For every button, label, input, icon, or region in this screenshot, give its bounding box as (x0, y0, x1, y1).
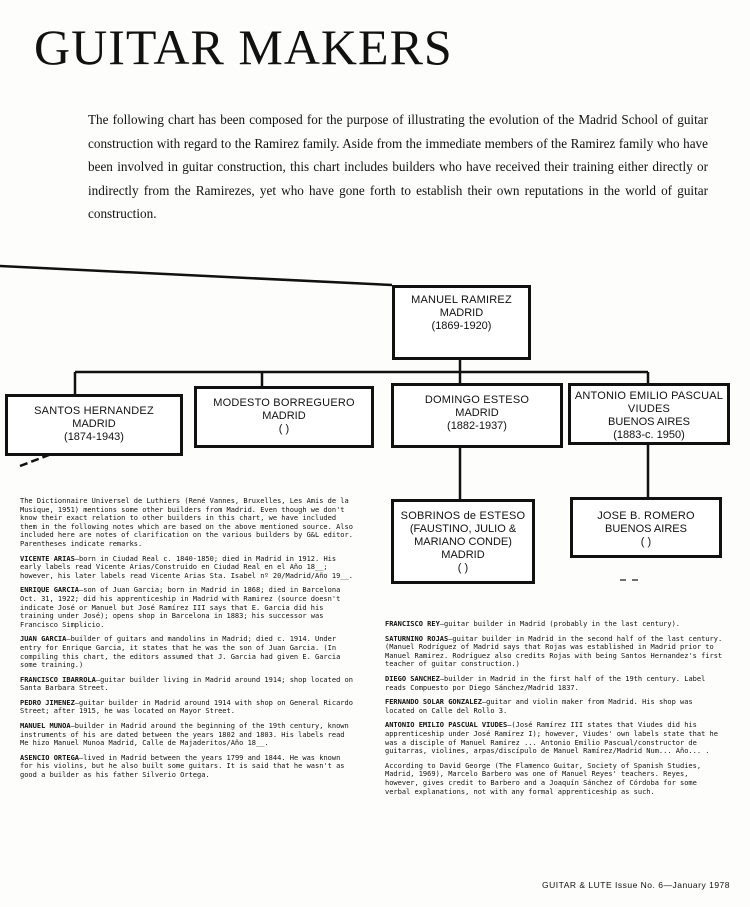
note-heading: JUAN GARCIA (20, 635, 67, 644)
note-heading: ANTONIO EMILIO PASCUAL VIUDES (385, 721, 508, 730)
box-domingo-esteso (391, 383, 563, 448)
note-body: —guitar and violin maker from Madrid. His shop was located on Calle del Rollo 3. (385, 698, 693, 715)
note-asencio-ortega (20, 754, 357, 780)
builder-place: MADRID (441, 549, 485, 561)
note-saturnino-rojas (385, 635, 725, 669)
box-sobrinos-de-esteso (391, 499, 535, 584)
builder-dates: (1874-1943) (64, 431, 124, 443)
note-heading: DIEGO SANCHEZ (385, 674, 440, 683)
note-body: —guitar builder in Madrid in the second half of the last century. (Manuel Rodríguez of Madrid says that Rojas was established in Madrid prior to Manuel Ramirez. Rodríguez also credits Rojas with being Santos Hernandez's first teacher of guitar construction.) (385, 634, 723, 669)
builder-name: MODESTO BORREGUERO (213, 397, 355, 409)
note-body: —guitar builder in Madrid (probably in the last century). (439, 620, 681, 628)
builder-place: MADRID (262, 410, 306, 422)
note-body: —guitar builder in Madrid around 1914 with shop on General Ricardo Street; after 1915, he was located on Mayor Street. (20, 698, 353, 716)
builder-members: (FAUSTINO, JULIO & (409, 523, 517, 535)
notes-right-column (385, 620, 725, 802)
note-francisco-ibarrola (20, 676, 357, 693)
box-santos-hernandez (5, 394, 183, 456)
note-juan-garcia (20, 635, 357, 669)
note-intro: The Dictionnaire Universel de Luthiers (René Vannes, Bruxelles, Les Amis de la Musique, 1951) mentions some other builders from Madrid. Even though we don't know their exact relation to other builders in this chart, we have included them in the following notes which are based on the above mentioned source. Also included here are notes of clarification on the various builders by G&L editor. Parentheses indicate remarks. (20, 497, 353, 548)
builder-name: JOSE B. ROMERO (597, 510, 695, 522)
box-antonio-emilio-pascual-viudes (568, 383, 730, 445)
note-body: —builder in Madrid around the beginning of the 19th century, known instruments of his are dated between the years 1802 and 1803. His labels read Me hizo Manuel Munoa Madrid, Calle de Majaderitos/Año 18__. (20, 722, 349, 748)
builder-dates: (1882-1937) (447, 420, 507, 432)
page-title: GUITAR MAKERS (34, 19, 453, 75)
note-heading: MANUEL MUNOA (20, 722, 71, 731)
note-body: —son of Juan Garcia; born in Madrid in 1868; died in Barcelona Oct. 31, 1922; did his apprenticeship in Madrid with Ramirez (source doesn't indicate José or Manuel but José Ramírez III says that E. Garcia did his training under José); opens shop in Barcelona in 1883; his successor was Francisco Simplicio. (20, 586, 341, 629)
note-heading: FRANCISCO REY (385, 620, 440, 628)
note-diego-sanchez (385, 675, 725, 692)
builder-dates: (1883-c. 1950) (613, 429, 685, 441)
builder-name: DOMINGO ESTESO (424, 394, 530, 406)
builder-name-line2: VIUDES (627, 403, 671, 415)
box-manuel-ramirez (392, 285, 531, 360)
note-heading: ENRIQUE GARCIA (20, 586, 80, 595)
intro-paragraph: The following chart has been composed for the purpose of illustrating the evolution of the Madrid School of guitar construction with regard to the Ramirez family. Aside from the immediate members of the Ramirez family who have been involved in guitar construction, this chart includes builders who have received their training either directly or indirectly from the Ramirezes, yet who have gone forth to establish their own reputations in the world of guitar construction. (88, 112, 708, 221)
builder-name: SANTOS HERNANDEZ (34, 405, 154, 417)
note-david-george: According to David George (The Flamenco Guitar, Society of Spanish Studies, Madrid, 1969), Marcelo Barbero was one of Manuel Reyes' teachers. Reyes, however, gives credit to Barbero and a Joaquín Sánchez of Córdoba for some verbal explanations, not with any formal apprenticeship as such. (385, 761, 702, 796)
builder-name: MANUEL RAMIREZ (411, 294, 512, 306)
notes-left-column (20, 497, 357, 786)
page-footer: GUITAR & LUTE Issue No. 6—January 1978 (542, 880, 730, 890)
note-body: —born in Ciudad Real c. 1840-1850; died in Madrid in 1912. His early labels read Vicente Arias/Construido en Ciudad Real en el Año 18__; however, his later labels read Vicente Arias Sta. Isabel nº 20/Madrid/Año 19__. (20, 554, 353, 580)
builder-place: MADRID (72, 418, 116, 430)
note-pedro-jimenez (20, 699, 357, 716)
builder-place: BUENOS AIRES (605, 523, 687, 535)
note-body: —builder of guitars and mandolins in Madrid; died c. 1914. Under entry for Enrique Garcia, it states that he was the son of Juan Garcia. (In compiling this chart, the editors assumed that J. Garcia had given E. Garcia some training.) (20, 635, 341, 670)
builder-dates: ( ) (640, 536, 652, 548)
note-heading: FRANCISCO IBARROLA (20, 675, 96, 684)
box-jose-b-romero (570, 497, 722, 558)
connector-from-offchart (0, 266, 392, 285)
builder-place: BUENOS AIRES (608, 416, 690, 428)
builder-name: SOBRINOS de ESTESO (400, 510, 526, 522)
note-enrique-garcia (20, 586, 357, 629)
builder-dates: (1869-1920) (431, 320, 492, 332)
note-vicente-arias (20, 555, 357, 581)
note-heading: ASENCIO ORTEGA (20, 753, 80, 762)
note-body: —(José Ramírez III states that Viudes did his apprenticeship under José Ramírez I); however, Viudes' own labels state that he was a disciple of Manuel Ramírez ... Antonio Emilio Pascual/constructor de guitarras, violines, arpas/discípulo de Manuel Ramírez/Madrid Num... Año... . (385, 721, 718, 756)
note-heading: FERNANDO SOLAR GONZALEZ (385, 698, 482, 707)
builder-members-line2: MARIANO CONDE) (414, 536, 512, 548)
note-body: —guitar builder living in Madrid around 1914; shop located on Santa Barbara Street. (20, 675, 353, 693)
note-body: —lived in Madrid between the years 1799 and 1844. He was known for his violins, but he also built some guitars. It is said that he wasn't as good a builder as his father Silverio Ortega. (20, 753, 345, 780)
builder-place: MADRID (455, 407, 499, 419)
note-heading: PEDRO JIMENEZ (20, 698, 75, 707)
note-francisco-rey (385, 620, 725, 629)
note-fernando-solar-gonzalez (385, 698, 725, 715)
note-antonio-emilio-pascual-viudes (385, 721, 725, 755)
builder-place: MADRID (439, 307, 484, 319)
box-modesto-borreguero (194, 386, 374, 448)
builder-name: ANTONIO EMILIO PASCUAL (574, 390, 724, 402)
builder-dates: ( ) (278, 423, 290, 435)
note-body: —builder in Madrid in the first half of the 19th century. Label reads Compuesto por Diego Sánchez/Madrid 1837. (385, 674, 706, 692)
note-heading: VICENTE ARIAS (20, 554, 75, 563)
note-manuel-munoa (20, 722, 357, 748)
builder-dates: ( ) (457, 562, 469, 574)
note-heading: SATURNINO ROJAS (385, 634, 449, 643)
